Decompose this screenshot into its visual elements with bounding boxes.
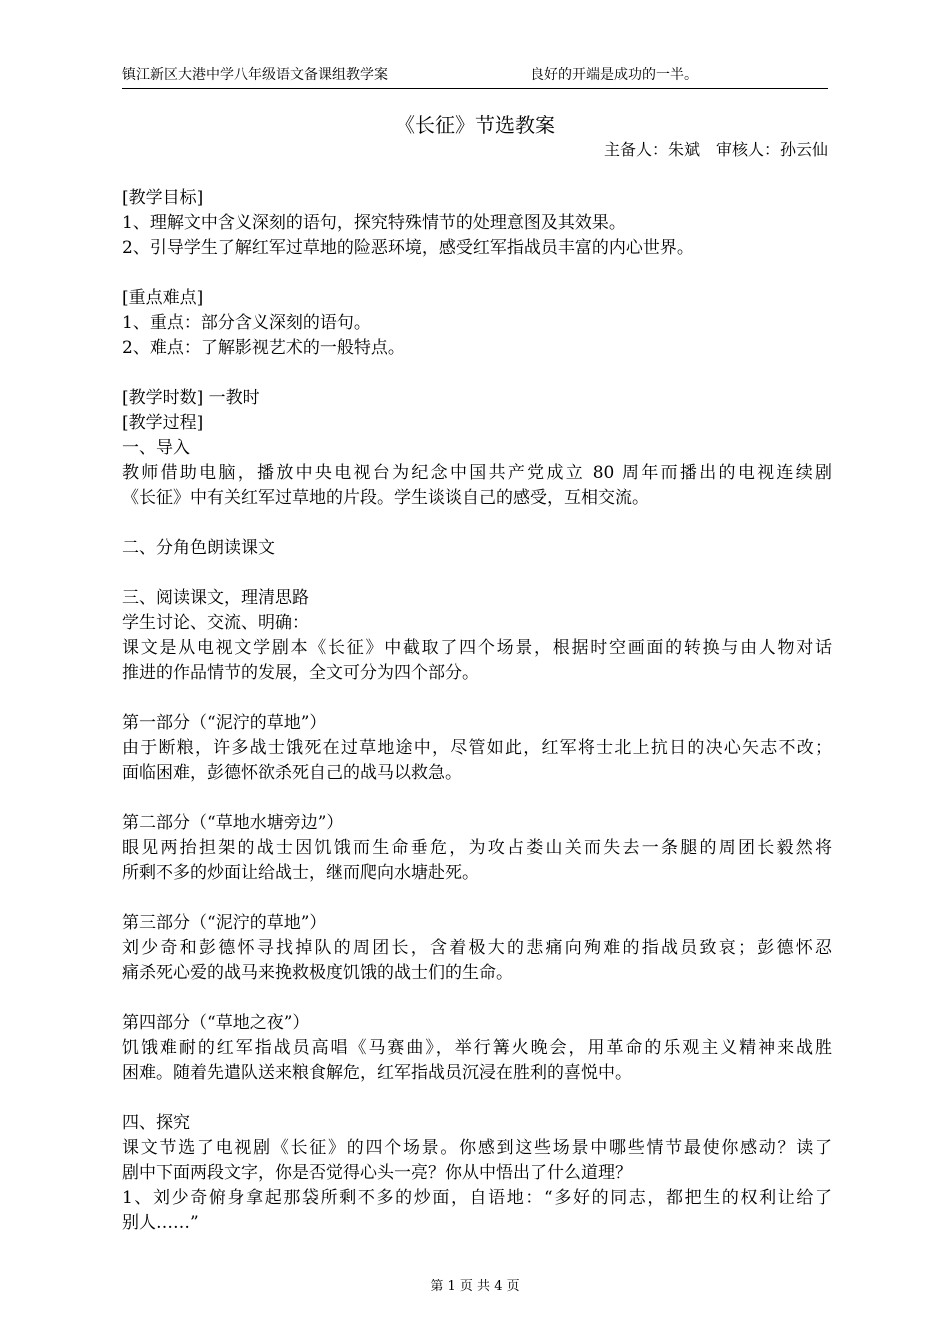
header-motto: 良好的开端是成功的一半。 [530,67,698,83]
paragraph-line: 课文是从电视文学剧本《长征》中截取了四个场景，根据时空画面的转换与由人物对话 [122,638,832,658]
document-title: 《长征》节选教案 [395,113,555,137]
objectives-heading: [教学目标] [122,188,204,208]
keypoint-item: 2、难点：了解影视艺术的一般特点。 [122,338,405,358]
paragraph-line: 1、刘少奇俯身拿起那袋所剩不多的炒面，自语地：“多好的同志，都把生的权利让给了 [122,1188,832,1208]
paragraph-line: 由于断粮，许多战士饿死在过草地途中，尽管如此，红军将士北上抗日的决心矢志不改； [122,738,832,758]
paragraph-line: 面临困难，彭德怀欲杀死自己的战马以救急。 [122,763,462,783]
paragraph-line: 剧中下面两段文字，你是否觉得心头一亮？你从中悟出了什么道理？ [122,1163,632,1183]
keypoints-heading: [重点难点] [122,288,204,308]
paragraph-line: 课文节选了电视剧《长征》的四个场景。你感到这些场景中哪些情节最使你感动？读了 [122,1138,832,1158]
section-heading: 二、分角色朗读课文 [122,538,275,558]
page-header [122,62,828,89]
paragraph-line: 饥饿难耐的红军指战员高唱《马赛曲》，举行篝火晚会，用革命的乐观主义精神来战胜 [122,1038,832,1058]
process-heading: [教学过程] [122,413,204,433]
paragraph-line: 困难。随着先遣队送来粮食解危，红军指战员沉浸在胜利的喜悦中。 [122,1063,632,1083]
paragraph-line: 别人……” [122,1213,199,1233]
part-heading: 第四部分（“草地之夜”） [122,1013,310,1033]
section-heading: 一、导入 [122,438,190,458]
page-number-footer: 第 1 页 共 4 页 [430,1279,520,1294]
paragraph-line: 教师借助电脑，播放中央电视台为纪念中国共产党成立 80 周年而播出的电视连续剧 [122,463,832,483]
paragraph-line: 学生讨论、交流、明确： [122,613,309,633]
part-heading: 第一部分（“泥泞的草地”） [122,713,327,733]
objective-item: 1、理解文中含义深刻的语句，探究特殊情节的处理意图及其效果。 [122,213,626,233]
authors-line: 主备人：朱斌 审核人：孙云仙 [603,140,828,159]
header-school-label: 镇江新区大港中学八年级语文备课组教学案 [122,67,388,83]
paragraph-line: 痛杀死心爱的战马来挽救极度饥饿的战士们的生命。 [122,963,513,983]
part-heading: 第二部分（“草地水塘旁边”） [122,813,344,833]
paragraph-line: 推进的作品情节的发展，全文可分为四个部分。 [122,663,479,683]
paragraph-line: 眼见两抬担架的战士因饥饿而生命垂危，为攻占娄山关而失去一条腿的周团长毅然将 [122,838,832,858]
paragraph-line: 所剩不多的炒面让给战士，继而爬向水塘赴死。 [122,863,479,883]
part-heading: 第三部分（“泥泞的草地”） [122,913,327,933]
keypoint-item: 1、重点：部分含义深刻的语句。 [122,313,371,333]
teaching-hours: [教学时数] 一教时 [122,388,260,408]
objective-item: 2、引导学生了解红军过草地的险恶环境，感受红军指战员丰富的内心世界。 [122,238,694,258]
document-body [122,186,832,1236]
section-heading: 四、探究 [122,1113,190,1133]
paragraph-line: 《长征》中有关红军过草地的片段。学生谈谈自己的感受，互相交流。 [122,488,649,508]
section-heading: 三、阅读课文，理清思路 [122,588,309,608]
paragraph-line: 刘少奇和彭德怀寻找掉队的周团长，含着极大的悲痛向殉难的指战员致哀；彭德怀忍 [122,938,832,958]
